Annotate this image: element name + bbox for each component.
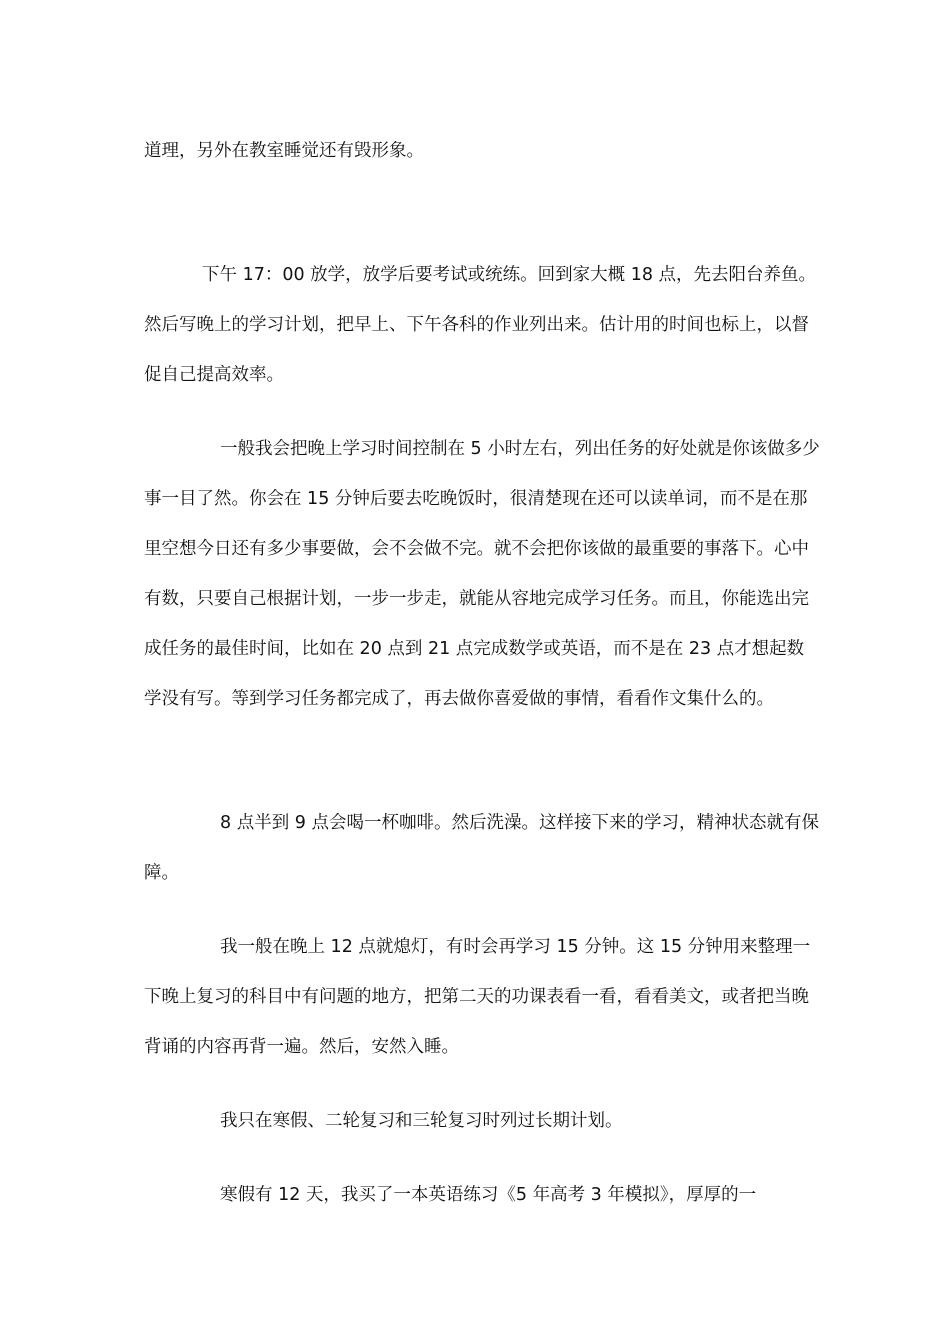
paragraph-4: 8 点半到 9 点会喝一杯咖啡。然后洗澡。这样接下来的学习，精神状态就有保障。 bbox=[144, 813, 819, 883]
paragraph-1: 道理，另外在教室睡觉还有毁形象。 bbox=[144, 141, 424, 161]
paragraph-6: 我只在寒假、二轮复习和三轮复习时列过长期计划。 bbox=[220, 1111, 623, 1131]
paragraph-5: 我一般在晚上 12 点就熄灯，有时会再学习 15 分钟。这 15 分钟用来整理一下晚上复习的科目中有问题的地方，把第二天的功课表看一看，看看美文，或者把当晚背诵的内容再背一遍。然后，安然入睡。 bbox=[144, 937, 811, 1057]
paragraph-7: 寒假有 12 天，我买了一本英语练习《5 年高考 3 年模拟》，厚厚的一 bbox=[220, 1185, 757, 1205]
paragraph-3: 一般我会把晚上学习时间控制在 5 小时左右，列出任务的好处就是你该做多少事一目了然。你会在 15 分钟后要去吃晚饭时，很清楚现在还可以读单词，而不是在那里空想今日还有多少事要做，会不会做不完。就不会把你该做的最重要的事落下。心中有数，只要自己根据计划，一步一步走，就能从容地完成学习任务。而且，你能选出完成任务的最佳时间，比如在 20 点到 21 点完成数学或英语，而不是在 23 点才想起数学没有写。等到学习任务都完成了，再去做你喜爱做的事情，看看作文集什么的。 bbox=[144, 439, 820, 709]
paragraph-2: 下午 17：00 放学，放学后要考试或统练。回到家大概 18 点，先去阳台养鱼。然后写晚上的学习计划，把早上、下午各科的作业列出来。估计用的时间也标上，以督促自己提高效率。 bbox=[144, 265, 817, 385]
